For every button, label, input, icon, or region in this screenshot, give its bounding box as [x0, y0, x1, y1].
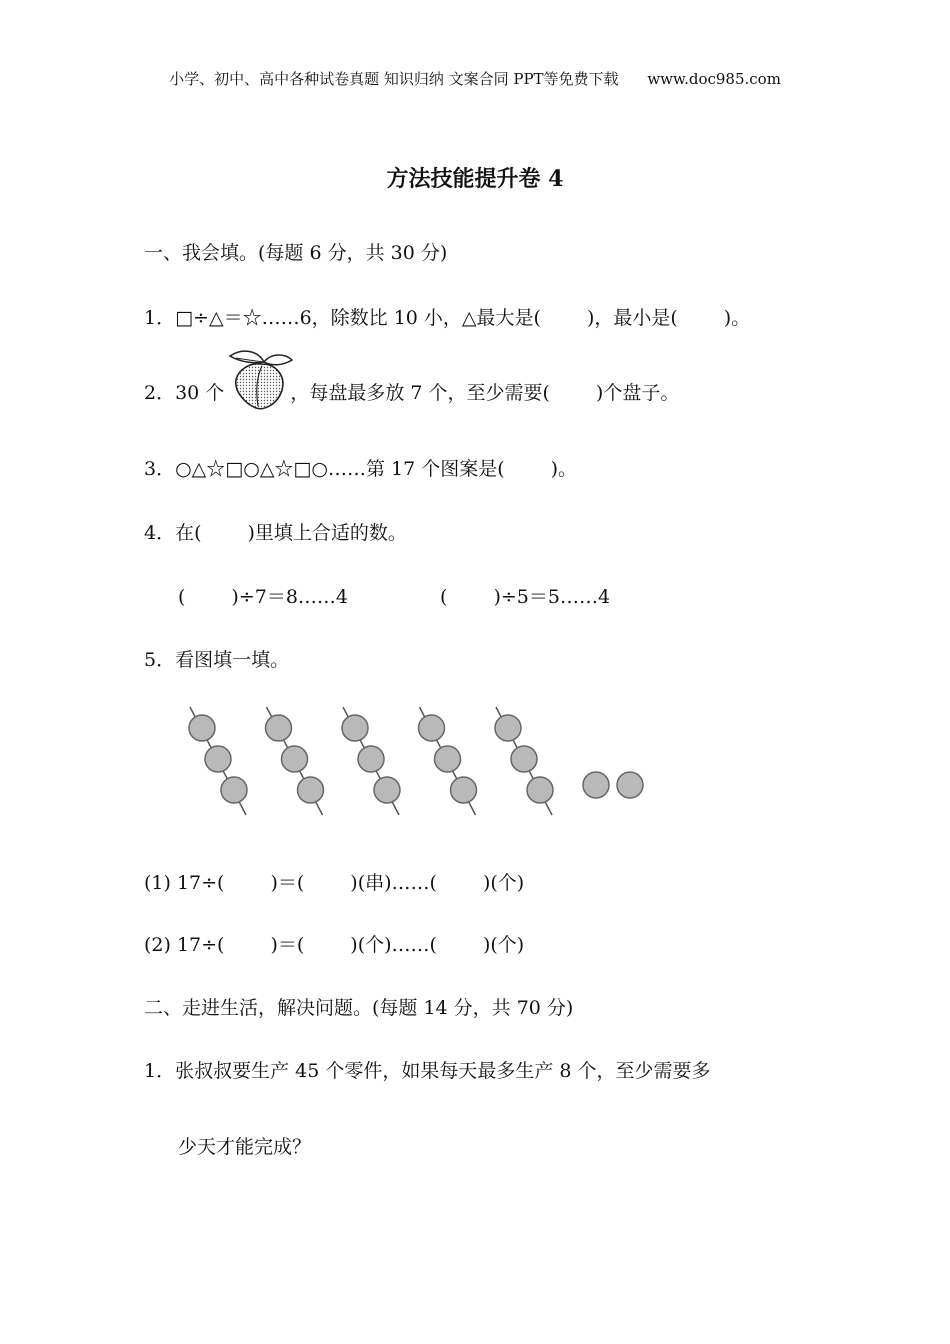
skewer-ball [435, 746, 461, 772]
equation-2-text: )÷5＝5……4 [493, 586, 611, 608]
question-1-4-equations [178, 582, 610, 609]
page-title: 方法技能提升卷 4 [386, 166, 564, 192]
q-number: 1． [144, 1060, 176, 1082]
section1-heading: 一、我会填。(每题 6 分，共 30 分) [144, 242, 448, 264]
q-text: )，最小是( [586, 307, 678, 329]
q-number: 5． [144, 649, 176, 671]
sub1-text-d: )(个) [482, 872, 525, 894]
sub1-text-c: )(串)……( [350, 872, 437, 894]
skewer-ball [189, 715, 215, 741]
q-text: )。 [550, 458, 578, 480]
q-text: )里填上合适的数。 [247, 522, 407, 544]
skewer-ball [282, 746, 308, 772]
header-site[interactable]: www.doc985.com [647, 70, 781, 88]
q-number: 4． [144, 522, 176, 544]
question-2-1 [144, 1056, 711, 1083]
q-text: )个盘子。 [595, 382, 680, 404]
question-2-1-cont: 少天才能完成？ [178, 1136, 312, 1158]
equation-1-open: ( [178, 586, 186, 608]
skewer-ball [221, 777, 247, 803]
q-text: 30 个 [175, 382, 225, 404]
q-text: 看图填一填。 [175, 649, 290, 671]
skewer-ball [205, 746, 231, 772]
question-1-5-sub2 [144, 930, 524, 957]
skewer-ball [358, 746, 384, 772]
skewer-ball [419, 715, 445, 741]
sub2-text-b: )＝( [270, 934, 305, 956]
q-text: 张叔叔要生产 45 个零件，如果每天最多生产 8 个，至少需要多 [175, 1060, 711, 1082]
skewer-ball [451, 777, 477, 803]
q-text: )。 [723, 307, 751, 329]
sub2-text-d: )(个) [482, 934, 525, 956]
skewer-ball [511, 746, 537, 772]
skewer-ball [266, 715, 292, 741]
equation-1-text: )÷7＝8……4 [231, 586, 349, 608]
skewer-ball [495, 715, 521, 741]
equation-2-open: ( [440, 586, 448, 608]
skewer-balls-figure [180, 705, 660, 825]
sub2-text-c: )(个)……( [350, 934, 437, 956]
page-header [0, 68, 950, 89]
loose-ball [583, 772, 609, 798]
question-1-4 [144, 518, 407, 545]
q-number: 1． [144, 307, 176, 329]
question-1-1 [144, 303, 750, 330]
sub1-text-a: (1) 17÷( [144, 872, 225, 894]
question-1-5 [144, 645, 289, 672]
skewer-ball [374, 777, 400, 803]
question-1-5-sub1 [144, 868, 524, 895]
skewer-ball [527, 777, 553, 803]
q-number: 3． [144, 458, 176, 480]
q-text: 在( [175, 522, 202, 544]
peach-icon [224, 348, 296, 414]
question-1-3 [144, 454, 577, 481]
header-text: 小学、初中、高中各种试卷真题 知识归纳 文案合同 PPT等免费下载 [169, 70, 619, 88]
sub1-text-b: )＝( [270, 872, 305, 894]
sub2-text-a: (2) 17÷( [144, 934, 225, 956]
skewer-ball [342, 715, 368, 741]
skewer-ball [298, 777, 324, 803]
q-text: ○△☆□○△☆□○……第 17 个图案是( [175, 458, 505, 480]
section2-heading: 二、走进生活，解决问题。(每题 14 分，共 70 分) [144, 997, 574, 1019]
loose-ball [617, 772, 643, 798]
q-number: 2． [144, 382, 176, 404]
q-text: □÷△＝☆……6，除数比 10 小，△最大是( [175, 307, 541, 329]
q-text: ，每盘最多放 7 个，至少需要( [290, 382, 550, 404]
